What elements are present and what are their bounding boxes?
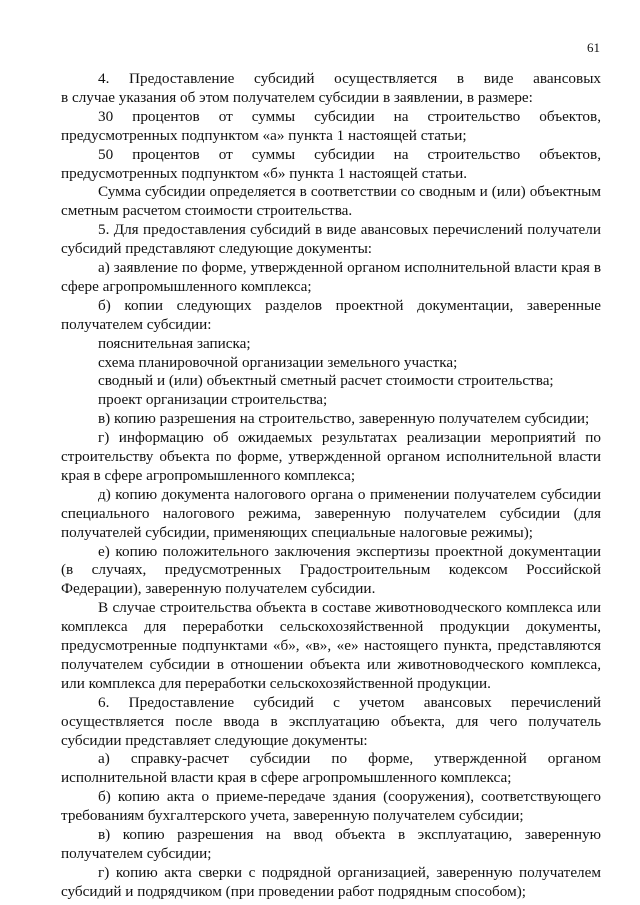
- text-line: предусмотренных подпунктом «б» пункта 1 настоящей статьи.: [61, 164, 468, 182]
- text-line: сметным расчетом стоимости строительства.: [61, 202, 353, 220]
- text-line: строительству объекта по форме, утвержденной органом исполнительной власти: [61, 448, 601, 465]
- text-line: 30 процентов от суммы субсидии на строительство объектов,: [98, 107, 601, 125]
- text-line: субсидии представляет следующие документы:: [61, 731, 368, 749]
- text-line: требованиям бухгалтерского учета, заверенную получателем субсидии;: [61, 807, 524, 825]
- text-line: г) копию акта сверки с подрядной организацией, заверенную получателем: [98, 863, 601, 881]
- text-line: а) заявление по форме, утвержденной органом исполнительной власти края в: [98, 259, 601, 276]
- text-line: предусмотренные подпунктами «б», «в», «е» настоящего пункта, представляются: [61, 637, 601, 654]
- text-line: края в сфере агропромышленного комплекса;: [61, 466, 356, 484]
- text-line: В случае строительства объекта в составе животноводческого комплекса или: [98, 599, 601, 617]
- text-line: б) копию акта о приеме-передаче здания (сооружения), соответствующего: [98, 788, 601, 806]
- text-line: 4. Предоставление субсидий осуществляется в виде авансовых: [98, 70, 601, 87]
- text-line: е) копию положительного заключения экспертизы проектной документации: [98, 542, 601, 560]
- text-line: исполнительной власти края в сфере агропромышленного комплекса;: [61, 769, 512, 787]
- text-line: Федерации), заверенную получателем субсидии.: [61, 580, 376, 598]
- text-line: в) копию разрешения на строительство, заверенную получателем субсидии;: [98, 410, 590, 428]
- text-line: получателем субсидии:: [61, 315, 212, 333]
- text-line: схема планировочной организации земельного участка;: [98, 353, 458, 371]
- text-line: а) справку-расчет субсидии по форме, утвержденной органом: [98, 750, 601, 768]
- text-line: получателем субсидии;: [61, 844, 212, 862]
- text-line: 50 процентов от суммы субсидии на строительство объектов,: [98, 145, 601, 163]
- text-line: (в случаях, предусмотренных Градостроительным кодексом Российской: [61, 561, 601, 579]
- text-line: субсидий и подрядчиком (при проведении работ подрядным способом);: [61, 882, 526, 900]
- text-line: пояснительная записка;: [98, 334, 251, 352]
- text-line: получателем субсидии в отношении объекта или животноводческого комплекса,: [61, 655, 601, 673]
- text-line: 6. Предоставление субсидий с учетом авансовых перечислений: [98, 693, 601, 711]
- text-line: г) информацию об ожидаемых результатах реализации мероприятий по: [98, 429, 601, 447]
- text-line: сфере агропромышленного комплекса;: [61, 277, 312, 295]
- text-line: Сумма субсидии определяется в соответствии со сводным и (или) объектным: [98, 183, 601, 201]
- text-line: комплекса для переработки сельскохозяйственной продукции документы,: [61, 618, 601, 636]
- text-line: субсидий представляют следующие документы:: [61, 240, 373, 258]
- text-line: осуществляется после ввода в эксплуатацию объекта, для чего получатель: [61, 712, 601, 730]
- page-number: 61: [587, 40, 600, 55]
- text-line: предусмотренных подпунктом «а» пункта 1 настоящей статьи;: [61, 126, 467, 144]
- text-line: получателей субсидии, применяющих специальные налоговые режимы);: [61, 523, 533, 541]
- text-line: д) копию документа налогового органа о применении получателем субсидии: [98, 485, 601, 503]
- text-line: в случае указания об этом получателем субсидии в заявлении, в размере:: [61, 88, 533, 106]
- text-line: б) копии следующих разделов проектной документации, заверенные: [98, 296, 601, 314]
- text-line: сводный и (или) объектный сметный расчет стоимости строительства;: [98, 372, 554, 390]
- text-line: или комплекса для переработки сельскохозяйственной продукции.: [61, 674, 491, 692]
- text-line: проект организации строительства;: [98, 391, 328, 409]
- text-line: специального налогового режима, заверенную получателем субсидии (для: [61, 504, 601, 522]
- text-line: 5. Для предоставления субсидий в виде авансовых перечислений получатели: [98, 221, 601, 239]
- text-line: в) копию разрешения на ввод объекта в эксплуатацию, заверенную: [98, 826, 601, 843]
